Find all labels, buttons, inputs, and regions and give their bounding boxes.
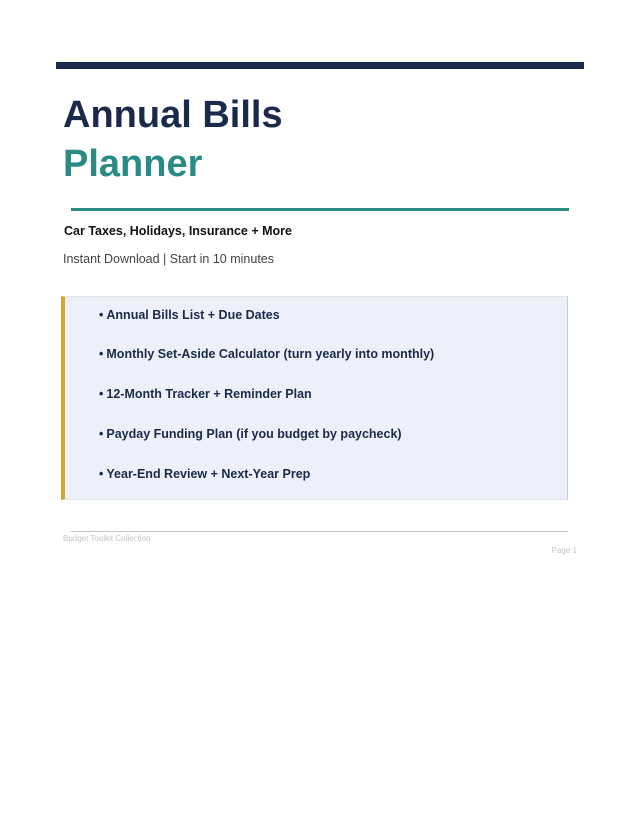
title-divider [71, 208, 569, 211]
bullet-icon: • [99, 308, 104, 322]
feature-item-label: Annual Bills List + Due Dates [106, 308, 280, 322]
feature-item [99, 467, 310, 481]
feature-item [99, 308, 280, 322]
bullet-icon: • [99, 347, 104, 361]
feature-item-label: Monthly Set-Aside Calculator (turn yearly into monthly) [106, 347, 435, 361]
bullet-icon: • [99, 427, 104, 441]
feature-item [99, 387, 312, 401]
footer-collection-name: Budget Toolkit Collection [63, 534, 151, 543]
top-divider [56, 62, 584, 69]
bullet-icon: • [99, 387, 104, 401]
page-title: Annual Bills [63, 94, 283, 136]
feature-item-label: 12-Month Tracker + Reminder Plan [106, 387, 312, 401]
feature-item [99, 427, 402, 441]
feature-list-box [61, 296, 568, 500]
page-number: Page 1 [551, 546, 577, 555]
page-subtitle: Car Taxes, Holidays, Insurance + More [64, 224, 292, 238]
feature-item [99, 347, 434, 361]
feature-item-label: Year-End Review + Next-Year Prep [106, 467, 311, 481]
page-tagline: Instant Download | Start in 10 minutes [63, 252, 274, 266]
footer-divider [71, 531, 568, 532]
bullet-icon: • [99, 467, 104, 481]
feature-item-label: Payday Funding Plan (if you budget by paycheck) [106, 427, 402, 441]
page-title-accent: Planner [63, 143, 203, 185]
